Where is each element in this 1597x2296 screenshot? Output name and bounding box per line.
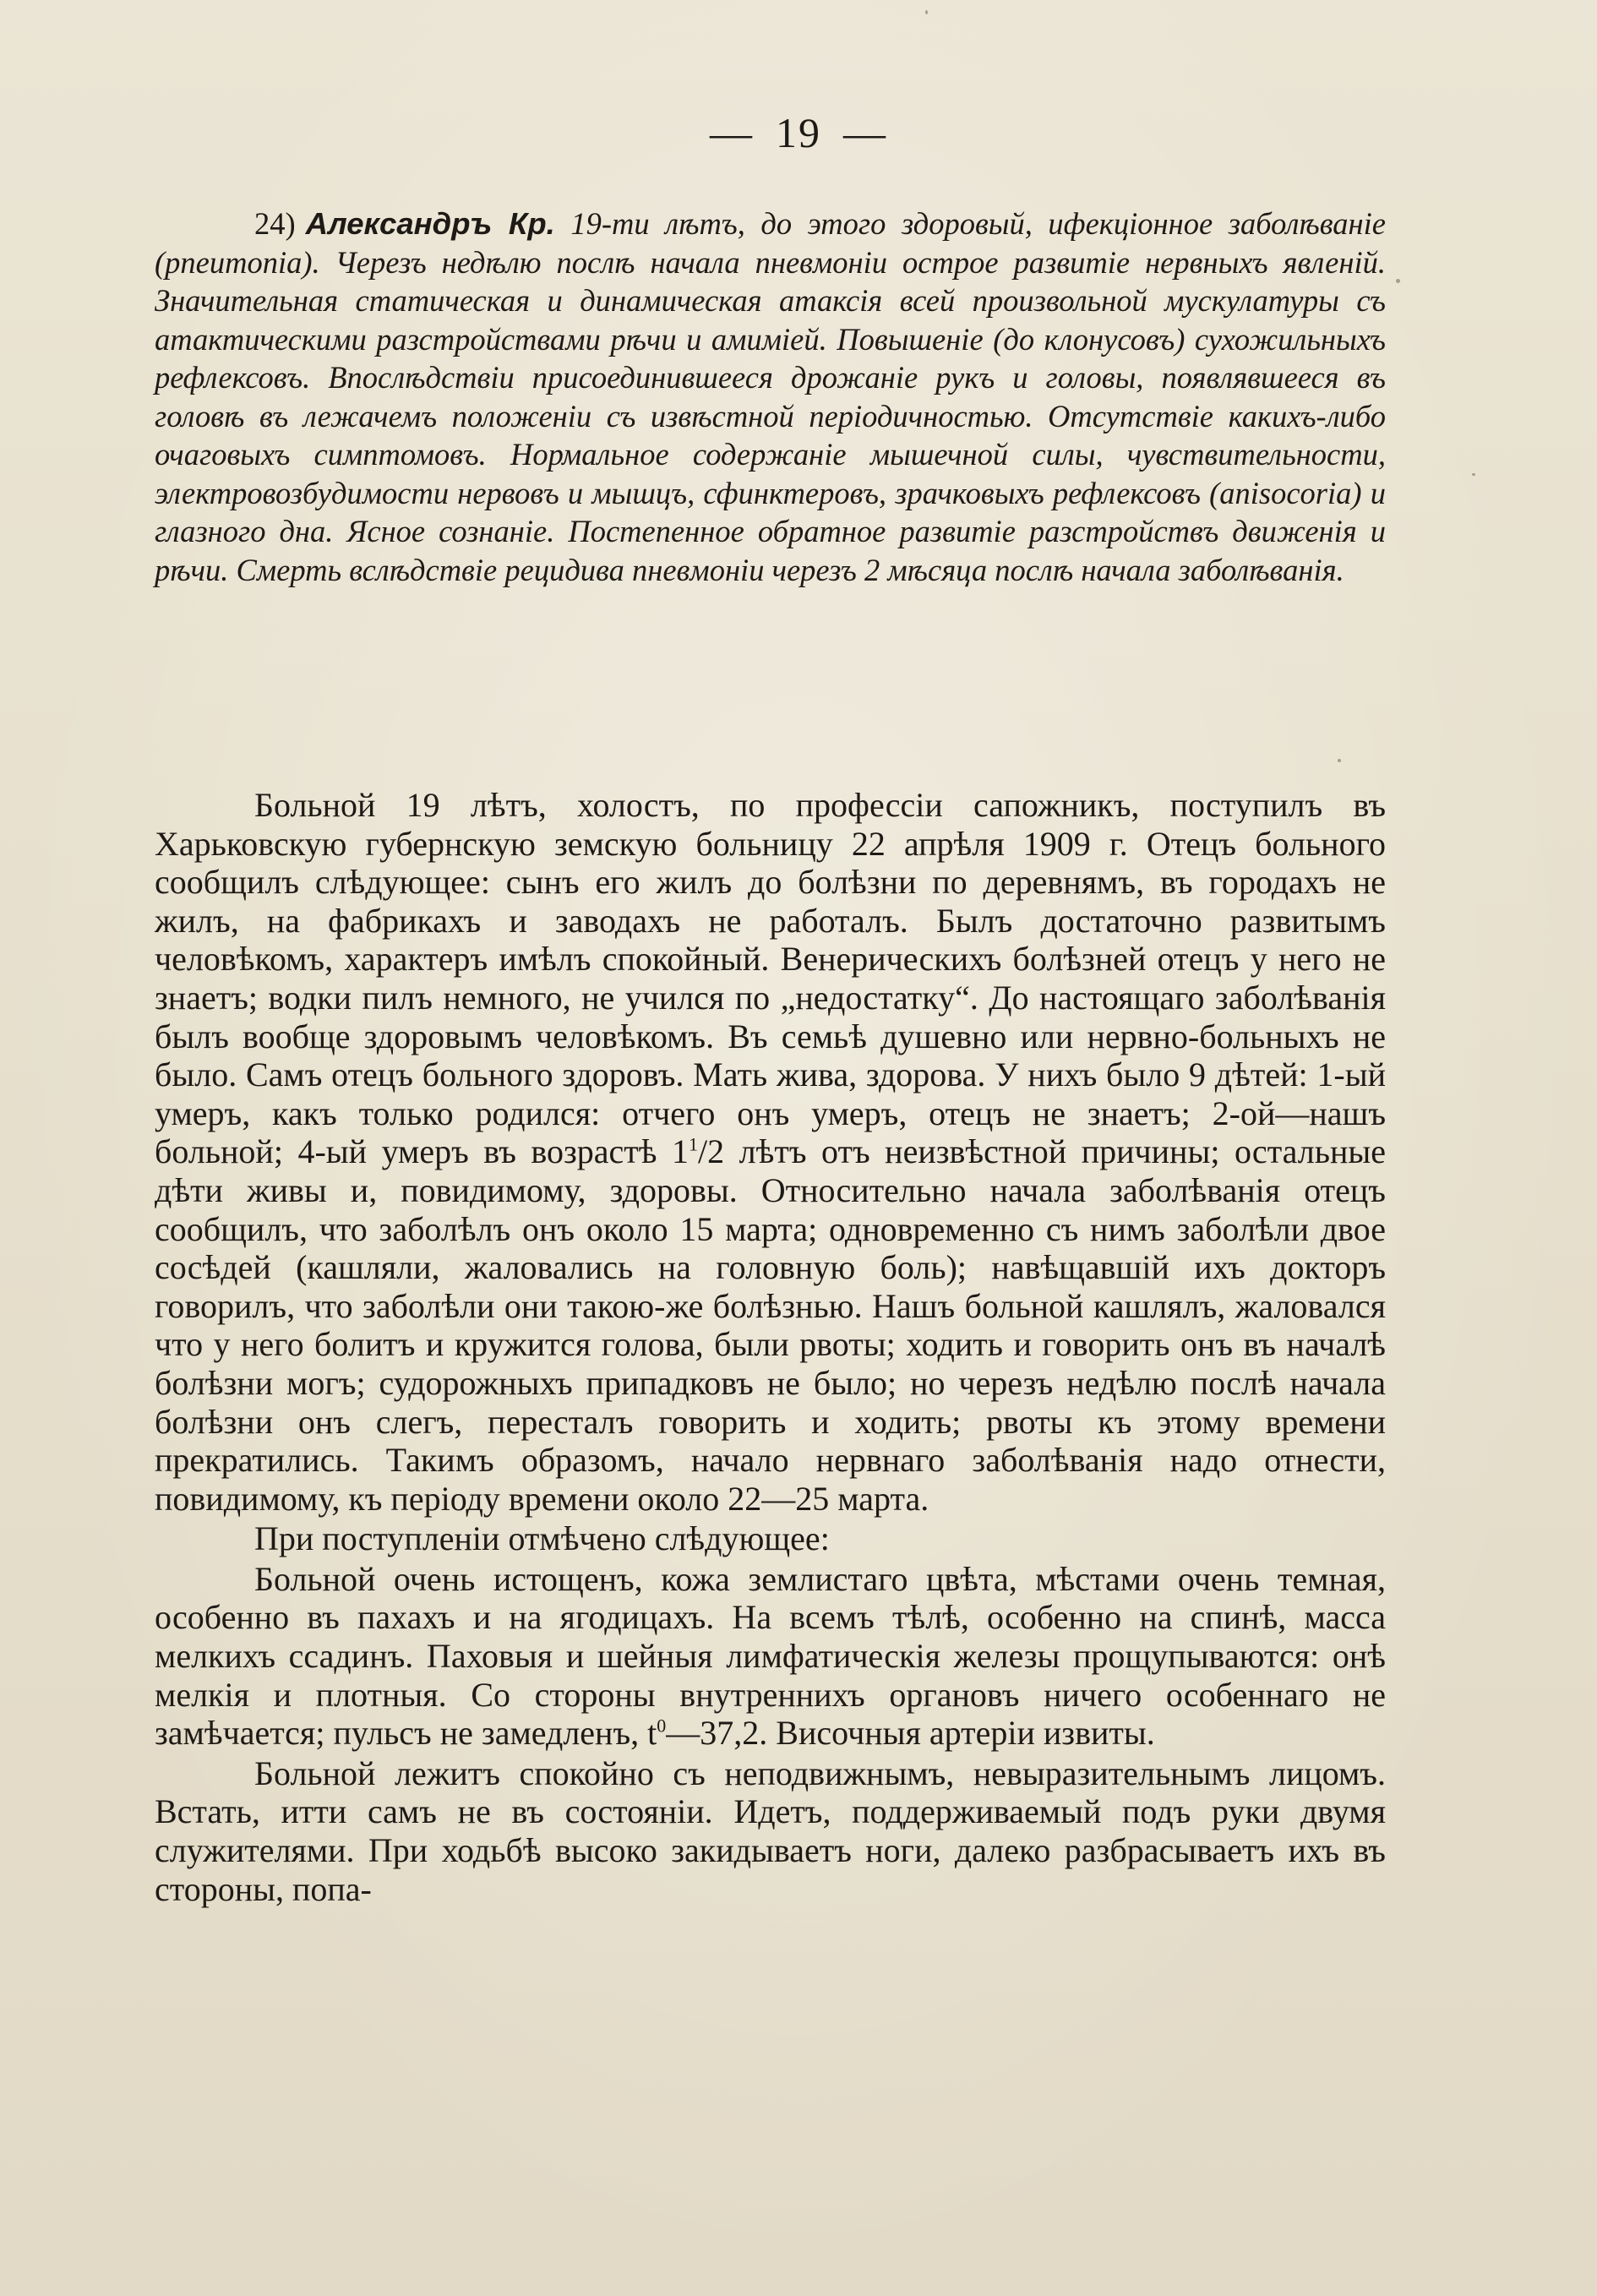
age-fraction-numerator: 1 bbox=[689, 1134, 699, 1156]
paper-speck bbox=[1396, 279, 1400, 283]
history-paragraph-3-tail: —37,2. Височныя артеріи извиты. bbox=[666, 1714, 1155, 1753]
temperature-symbol: t bbox=[647, 1714, 657, 1753]
history-paragraph-2: При поступленіи отмѣчено слѣдующее: bbox=[254, 1519, 830, 1558]
case-number: 24) bbox=[254, 206, 296, 241]
history-paragraph-1-tail: лѣтъ отъ неизвѣстной причины; остальные дѣти живы и, повидимому, здоровы. Относительно начала заболѣванія отецъ сообщилъ, что заболѣлъ онъ около 15 марта; одновременно съ нимъ заболѣли двое сосѣдей (кашляли, жаловались на головную боль); навѣщавшій ихъ докторъ говорилъ, что заболѣли они такою-же болѣзнью. Нашъ больной кашлялъ, жаловался что у него болитъ и кружится голова, были рвоты; ходить и говорить онъ въ началѣ болѣзни могъ; судорожныхъ припадковъ не было; но черезъ недѣлю послѣ начала болѣзни онъ слегъ, пересталъ говорить и ходить; рвоты къ этому времени прекратились. Такимъ образомъ, начало нервнаго заболѣванія надо отнести, повидимому, къ періоду времени около 22—25 марта. bbox=[155, 1132, 1387, 1518]
history-paragraph-4: Больной лежитъ спокойно съ неподвижнымъ, невыразительнымъ лицомъ. Встать, итти самъ не въ состояніи. Идетъ, поддерживаемый подъ руки двумя служителями. При ходьбѣ высоко закидываетъ ноги, далеко разбрасываетъ ихъ въ стороны, попа- bbox=[155, 1753, 1386, 1908]
history-paragraph-3 bbox=[155, 1560, 1386, 1753]
page-number bbox=[0, 108, 1597, 157]
paper-speck bbox=[1472, 473, 1475, 476]
age-whole: 1 bbox=[672, 1132, 689, 1171]
page-number-dash-right: — bbox=[843, 109, 887, 156]
history-paragraph-1-text: Больной 19 лѣтъ, холостъ, по профессіи сапожникъ, поступилъ въ Харьковскую губернскую земскую больницу 22 апрѣля 1909 г. Отецъ больного сообщилъ слѣдующее: сынъ его жилъ до болѣзни по деревнямъ, въ городахъ не жилъ, на фабрикахъ и заводахъ не работалъ. Былъ достаточно развитымъ человѣкомъ, характеръ имѣлъ спокойный. Венерическихъ болѣзней отецъ у него не знаетъ; водки пилъ немного, не учился по „недостатку“. До настоящаго заболѣванія былъ вообще здоровымъ человѣкомъ. Въ семьѣ душевно или нервно-больныхъ не было. Самъ отецъ больного здоровъ. Мать жива, здорова. У нихъ было 9 дѣтей: 1-ый умеръ, какъ только родился: отчего онъ умеръ, отецъ не знаетъ; 2-ой—нашъ больной; 4-ый умеръ въ возрастѣ bbox=[155, 786, 1386, 1171]
case-summary bbox=[155, 205, 1386, 589]
paper-speck bbox=[925, 10, 928, 14]
patient-name: Александръ Кр. bbox=[305, 206, 555, 241]
paper-speck bbox=[1338, 759, 1341, 762]
history-paragraph-3-text: Больной очень истощенъ, кожа землистаго цвѣта, мѣстами очень темная, особенно въ пахахъ и на ягодицахъ. На всемъ тѣлѣ, особенно на спинѣ, масса мелкихъ ссадинъ. Паховыя и шейныя лимфатическія железы прощупываются: онѣ мелкія и плотныя. Со стороны внутреннихъ органовъ ничего особеннаго не замѣчается; пульсъ не замедленъ, bbox=[155, 1559, 1386, 1753]
case-history bbox=[155, 786, 1386, 1908]
case-summary-text: 19-ти лѣтъ, до этого здоровый, ифекціонное заболѣваніе (pneumonia). Черезъ недѣлю послѣ начала пневмоніи острое развитіе нервныхъ явленій. Значительная статическая и динамическая атаксія всей произвольной мускулатуры съ атактическими разстройствами рѣчи и амиміей. Повышеніе (до клонусовъ) сухожильныхъ рефлексовъ. Впослѣдствіи присоединившееся дрожаніе рукъ и головы, появлявшееся въ головѣ въ лежачемъ положеніи съ извѣстной періодичностью. Отсутствіе какихъ-либо очаговыхъ симптомовъ. Нормальное содержаніе мышечной силы, чувствительности, электровозбудимости нервовъ и мышцъ, сфинктеровъ, зрачковыхъ рефлексовъ (anisocoria) и глазного дна. Ясное сознаніе. Постепенное обратное развитіе разстройствъ движенія и рѣчи. Смерть вслѣдствіе рецидива пневмоніи черезъ 2 мѣсяца послѣ начала заболѣванія. bbox=[155, 206, 1386, 587]
page-number-dash-left: — bbox=[710, 109, 754, 156]
age-fraction-denominator: /2 bbox=[698, 1132, 725, 1171]
history-paragraph-1 bbox=[155, 786, 1386, 1518]
page-number-value: 19 bbox=[776, 109, 821, 156]
temperature-degree: 0 bbox=[657, 1715, 667, 1737]
